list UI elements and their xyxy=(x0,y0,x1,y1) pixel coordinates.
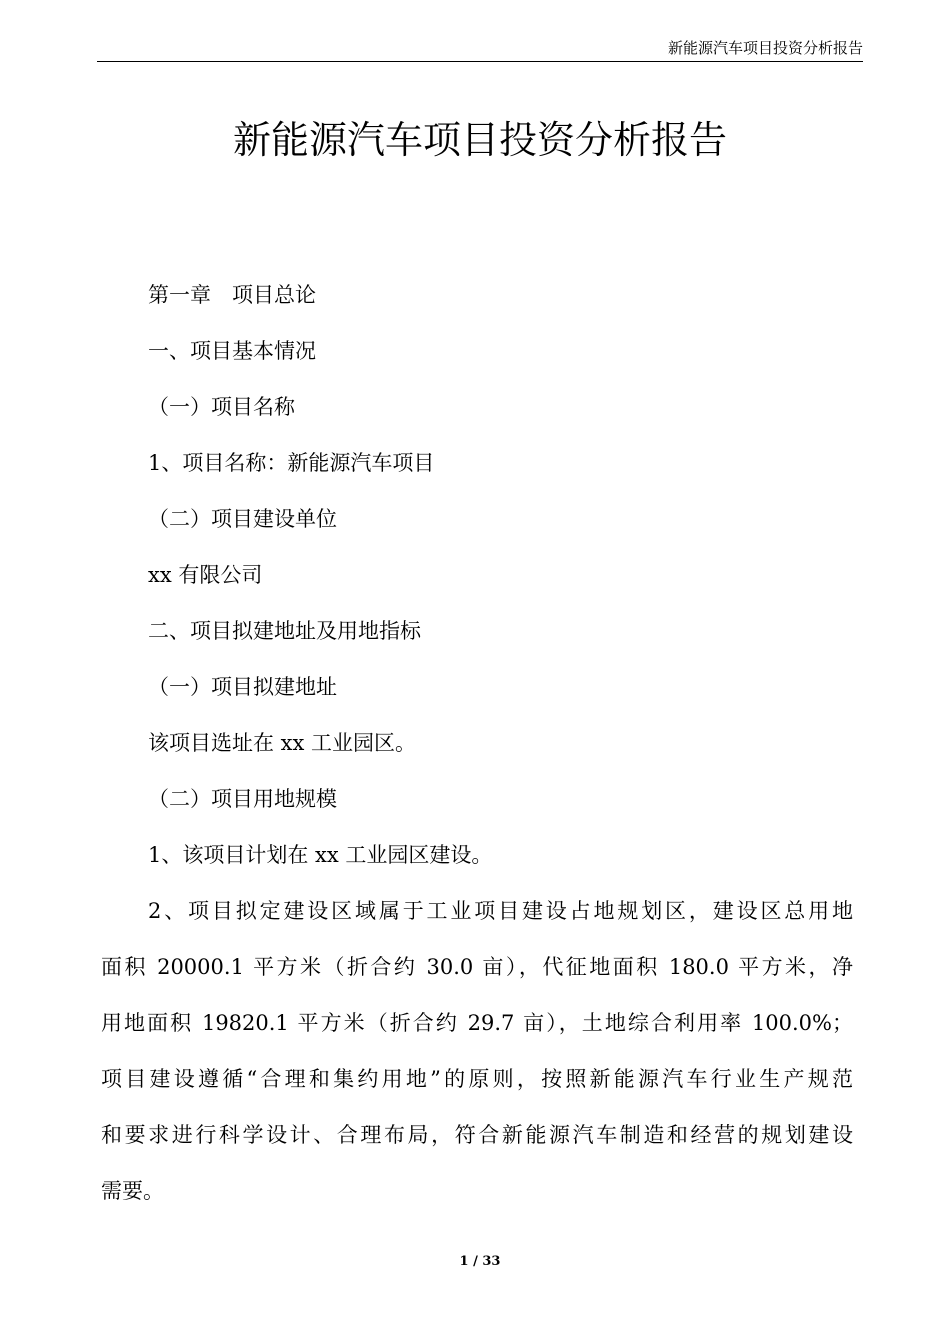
paragraph-line: 需要。 xyxy=(101,1179,164,1203)
company-line: xx 有限公司 xyxy=(148,563,263,587)
paragraph-line: 面积 20000.1 平方米（折合约 30.0 亩），代征地面积 180.0 平方米，净 xyxy=(101,955,853,979)
subsection-heading-4: （二）项目用地规模 xyxy=(148,787,337,811)
site-line: 该项目选址在 xx 工业园区。 xyxy=(148,731,417,755)
document-title: 新能源汽车项目投资分析报告 xyxy=(232,118,727,162)
paragraph-line: 和要求进行科学设计、合理布局，符合新能源汽车制造和经营的规划建设 xyxy=(101,1123,853,1147)
subsection-heading-3: （一）项目拟建地址 xyxy=(148,675,337,699)
section-heading-1: 一、项目基本情况 xyxy=(148,339,316,363)
section-heading-2: 二、项目拟建地址及用地指标 xyxy=(148,619,421,643)
page-number: 1 / 33 xyxy=(459,1254,501,1269)
plan-line: 1、该项目计划在 xx 工业园区建设。 xyxy=(148,843,493,867)
chapter-heading: 第一章 项目总论 xyxy=(148,283,316,307)
paragraph-line: 用地面积 19820.1 平方米（折合约 29.7 亩），土地综合利用率 100.0%； xyxy=(101,1011,853,1035)
paragraph-line: 项目建设遵循“合理和集约用地”的原则，按照新能源汽车行业生产规范 xyxy=(101,1067,853,1091)
running-header: 新能源汽车项目投资分析报告 xyxy=(667,39,863,57)
project-name-line: 1、项目名称：新能源汽车项目 xyxy=(148,451,435,475)
header-rule xyxy=(97,61,863,62)
subsection-heading-2: （二）项目建设单位 xyxy=(148,507,337,531)
paragraph-line: 2、项目拟定建设区域属于工业项目建设占地规划区，建设区总用地 xyxy=(148,899,853,923)
subsection-heading-1: （一）项目名称 xyxy=(148,395,295,419)
